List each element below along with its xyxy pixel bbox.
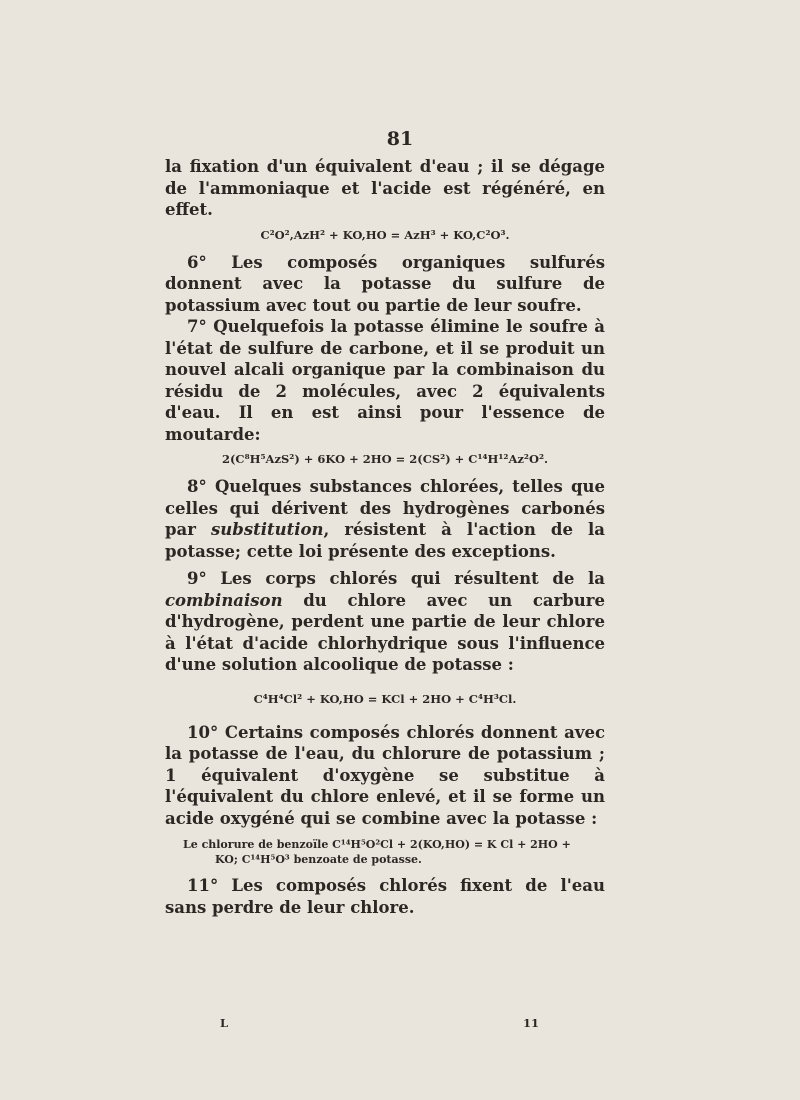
paragraph-10: 10° Certains composés chlorés donnent avec la potasse de l'eau, du chlorure de potassium ; 1 équivalent d'oxygène se substitue à l'équivalent du chlore enlevé, et il se forme un acide oxygéné qui se combine avec la potasse :	[165, 722, 605, 828]
text-column	[165, 156, 605, 918]
page-number: 81	[386, 128, 414, 150]
formula-3: C⁴H⁴Cl² + KO,HO = KCl + 2HO + C⁴H³Cl.	[253, 691, 517, 706]
signature-mark-right: 11	[523, 1016, 540, 1030]
paragraph-9-text-b: du chlore avec un carbure d'hydrogène, perdent une partie de leur chlore à l'état d'acide chlorhydrique sous l'influence d'une solution alcoolique de potasse :	[165, 590, 605, 674]
paragraph-continuation: la fixation d'un équivalent d'eau ; il se dégage de l'ammoniaque et l'acide est régénéré, en effet.	[165, 157, 605, 219]
paragraph-8	[165, 476, 605, 562]
paragraph-8-text-b: , résistent à l'action de la potasse; cette loi présente des exceptions.	[165, 520, 605, 561]
paragraph-7: 7° Quelquefois la potasse élimine le soufre à l'état de sulfure de carbone, et il se produit un nouvel alcali organique par la combinaison du résidu de 2 molécules, avec 2 équivalents d'eau. Il en est ainsi pour l'essence de moutarde:	[165, 317, 605, 444]
paragraph-8-italic: substitution	[211, 520, 324, 539]
formula-1: C²O²,AzH² + KO,HO = AzH³ + KO,C²O³.	[260, 227, 510, 242]
paragraph-6: 6° Les composés organiques sulfurés donnent avec la potasse du sulfure de potassium avec tout ou partie de leur soufre.	[165, 252, 605, 315]
paragraph-11: 11° Les composés chlorés fixent de l'eau sans perdre de leur chlore.	[165, 876, 605, 917]
formula-4-line-1: Le chlorure de benzoïle C¹⁴H⁵O²Cl + 2(KO,HO) = K Cl + 2HO +	[183, 838, 571, 851]
paragraph-9-italic: combinaison	[165, 590, 283, 610]
formula-4	[165, 837, 605, 867]
signature-mark-left: L	[220, 1016, 229, 1030]
paragraph-9	[165, 568, 605, 676]
paragraph-9-text-a: 9° Les corps chlorés qui résultent de la	[187, 569, 605, 588]
formula-4-line-2: KO; C¹⁴H⁵O³ benzoate de potasse.	[215, 853, 422, 866]
paragraph-8-text-a: 8° Quelques substances chlorées, telles que celles qui dérivent des hydrogènes carbonés par	[165, 477, 605, 539]
formula-2: 2(C⁸H⁵AzS²) + 6KO + 2HO = 2(CS²) + C¹⁴H¹²Az²O².	[221, 452, 549, 466]
